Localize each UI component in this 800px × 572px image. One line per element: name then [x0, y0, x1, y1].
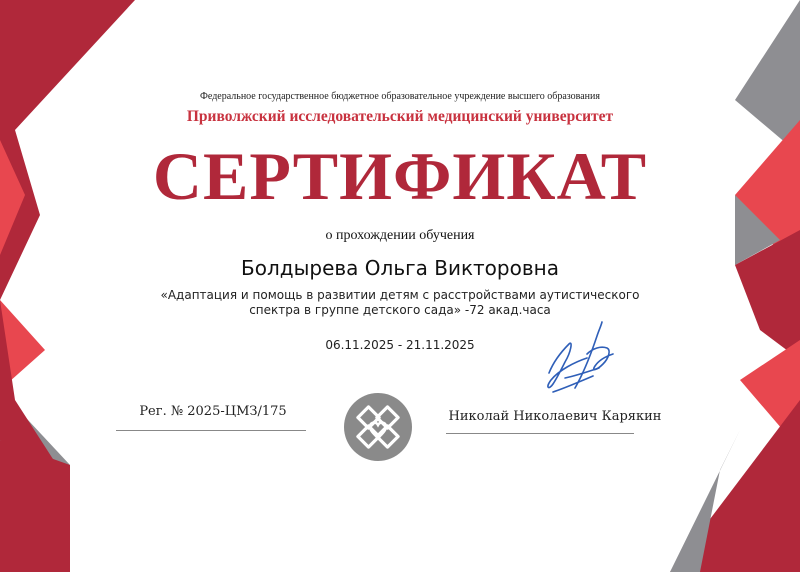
- signer-underline: [446, 433, 634, 434]
- registration-underline: [116, 430, 306, 431]
- registration-number: Рег. № 2025-ЦМЗ/175: [139, 404, 287, 419]
- certificate-title: СЕРТИФИКАТ: [152, 138, 648, 214]
- recipient-name: Болдырева Ольга Викторовна: [241, 256, 559, 280]
- university-name: Приволжский исследовательский медицинский университет: [186, 108, 614, 125]
- signer-name: Николай Николаевич Карякин: [448, 409, 662, 424]
- training-dates: 06.11.2025 - 21.11.2025: [325, 338, 475, 352]
- signature-icon: [535, 318, 635, 400]
- university-emblem-icon: [343, 392, 413, 462]
- course-description: «Адаптация и помощь в развитии детям с расстройствами аутистического спектра в группе детского сада» -72 акад.часа: [160, 288, 640, 317]
- organization-line: Федеральное государственное бюджетное образовательное учреждение высшего образования: [200, 91, 600, 102]
- certificate-subtitle: о прохождении обучения: [325, 228, 475, 243]
